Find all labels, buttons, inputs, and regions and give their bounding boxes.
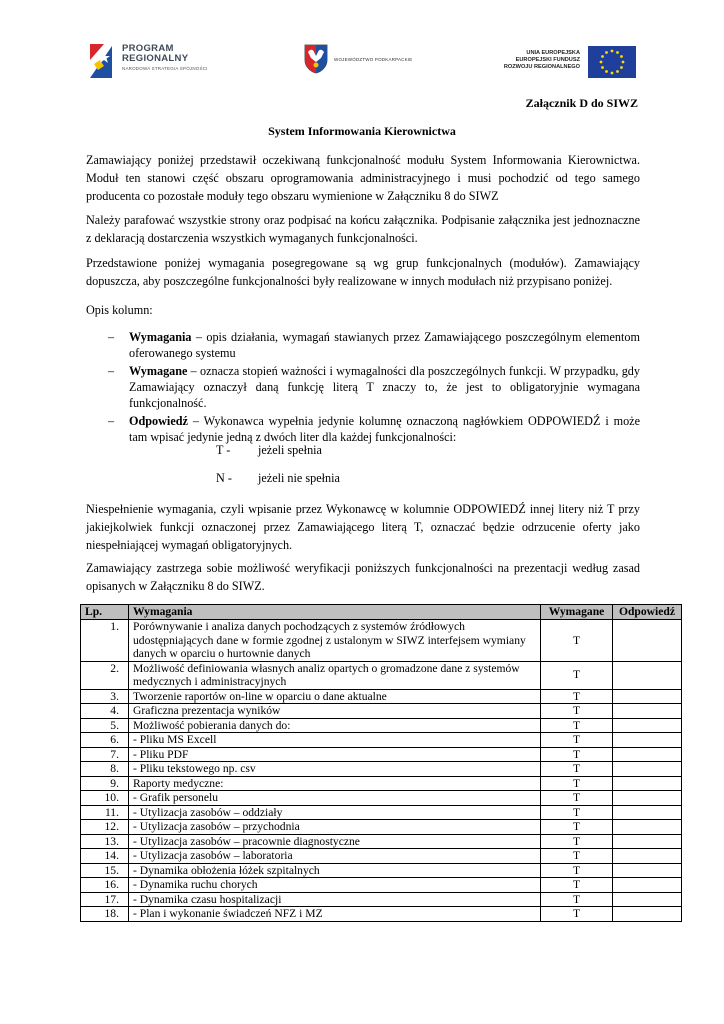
answer-cell[interactable] — [613, 820, 682, 835]
program-regionalny-text — [122, 44, 208, 71]
answer-cell[interactable] — [613, 620, 682, 662]
requirement-cell: - Pliku tekstowego np. csv — [129, 762, 541, 777]
header-answer: Odpowiedź — [613, 605, 682, 620]
requirement-cell: - Plan i wykonanie świadczeń NFZ i MZ — [129, 907, 541, 922]
voivodeship-name: WOJEWÓDZTWO PODKARPACKIE — [334, 57, 413, 62]
table-row — [81, 834, 682, 849]
row-number: 1. — [81, 620, 129, 662]
required-cell: T — [541, 791, 613, 806]
row-number: 4. — [81, 704, 129, 719]
answer-cell[interactable] — [613, 762, 682, 777]
answer-cell[interactable] — [613, 747, 682, 762]
requirement-cell: Raporty medyczne: — [129, 776, 541, 791]
requirements-table-body — [81, 620, 682, 922]
answer-cell[interactable] — [613, 849, 682, 864]
answer-cell[interactable] — [613, 791, 682, 806]
term-description: – opis działania, wymagań stawianych przez Zamawiającego poszczególnym elementom oferowanego systemu — [129, 330, 640, 360]
document-title: System Informowania Kierownictwa — [268, 124, 456, 138]
table-row — [81, 762, 682, 777]
table-row — [81, 620, 682, 662]
row-number: 15. — [81, 863, 129, 878]
header-required: Wymagane — [541, 605, 613, 620]
required-cell: T — [541, 689, 613, 704]
requirement-cell: - Dynamika obłożenia łóżek szpitalnych — [129, 863, 541, 878]
answer-cell[interactable] — [613, 863, 682, 878]
answer-cell[interactable] — [613, 805, 682, 820]
required-cell: T — [541, 878, 613, 893]
term-wymagane: Wymagane — [129, 364, 188, 378]
rejection-paragraph: Niespełnienie wymagania, czyli wpisanie przez Wykonawcę w kolumnie ODPOWIEDŹ innej litery niż T przy jakiejkolwiek funkcji oznaczonej przez Zamawiającego literą T, oznaczać będzie odrzucenie oferty jako niespełniającej wymagań obligatoryjnych. — [86, 502, 640, 552]
option-t — [216, 443, 322, 458]
column-description-list — [86, 329, 640, 447]
requirements-table — [80, 604, 682, 922]
requirement-cell: - Utylizacja zasobów – przychodnia — [129, 820, 541, 835]
option-meaning: jeżeli nie spełnia — [258, 471, 340, 485]
table-row — [81, 878, 682, 893]
list-item — [86, 329, 640, 361]
eu-fund-text — [496, 50, 580, 71]
answer-cell[interactable] — [613, 661, 682, 689]
table-row — [81, 863, 682, 878]
answer-cell[interactable] — [613, 907, 682, 922]
option-meaning: jeżeli spełnia — [258, 443, 322, 457]
term-wymagania: Wymagania — [129, 330, 192, 344]
row-number: 17. — [81, 892, 129, 907]
row-number: 9. — [81, 776, 129, 791]
list-item — [86, 363, 640, 411]
requirement-cell: - Utylizacja zasobów – pracownie diagnostyczne — [129, 834, 541, 849]
table-row — [81, 747, 682, 762]
requirement-cell: Porównywanie i analiza danych pochodzących z systemów źródłowych udostępniających dane w formie zgodnej z ustalonym w SIWZ interfejsem wymiany danych w oparciu o hurtownie danych — [129, 620, 541, 662]
columns-heading: Opis kolumn: — [86, 303, 153, 317]
required-cell: T — [541, 892, 613, 907]
eu-fund-logo — [496, 46, 646, 78]
answer-cell[interactable] — [613, 718, 682, 733]
term-odpowiedz: Odpowiedź — [129, 414, 188, 428]
header-logos — [86, 38, 646, 88]
header-requirement: Wymagania — [129, 605, 541, 620]
requirement-cell: Graficzna prezentacja wyników — [129, 704, 541, 719]
requirement-cell: Możliwość pobierania danych do: — [129, 718, 541, 733]
regionalny-line: REGIONALNY — [122, 53, 189, 64]
grouping-paragraph: Przedstawione poniżej wymagania posegregowane są wg grup funkcjonalnych (modułów). Zamawiający dopuszcza, aby poszczególne funkcjonalności były realizowane w innych modułach niż przypisano poniżej. — [86, 256, 640, 288]
requirement-cell: - Dynamika czasu hospitalizacji — [129, 892, 541, 907]
row-number: 18. — [81, 907, 129, 922]
option-n — [216, 471, 340, 486]
row-number: 12. — [81, 820, 129, 835]
table-row — [81, 704, 682, 719]
required-cell: T — [541, 747, 613, 762]
voivodeship-logo — [304, 40, 434, 80]
dash-bullet: – — [108, 330, 115, 344]
row-number: 14. — [81, 849, 129, 864]
required-cell: T — [541, 620, 613, 662]
dash-bullet: – — [108, 414, 115, 428]
list-item — [86, 413, 640, 445]
eu-line-1: UNIA EUROPEJSKA — [526, 50, 580, 56]
answer-cell[interactable] — [613, 733, 682, 748]
row-number: 2. — [81, 661, 129, 689]
table-row — [81, 776, 682, 791]
row-number: 6. — [81, 733, 129, 748]
requirement-cell: Możliwość definiowania własnych analiz opartych o gromadzone dane z systemów medycznych i administracyjnych — [129, 661, 541, 689]
strategy-line: NARODOWA STRATEGIA SPÓJNOŚCI — [122, 66, 208, 71]
row-number: 16. — [81, 878, 129, 893]
row-number: 3. — [81, 689, 129, 704]
signing-paragraph: Należy parafować wszystkie strony oraz podpisać na końcu załącznika. Podpisanie załącznika jest jednoznaczne z deklaracją dostarczenia wszystkich wymaganych funkcjonalności. — [86, 213, 640, 245]
requirement-cell: - Dynamika ruchu chorych — [129, 878, 541, 893]
row-number: 11. — [81, 805, 129, 820]
table-row — [81, 849, 682, 864]
required-cell: T — [541, 849, 613, 864]
table-row — [81, 791, 682, 806]
option-code: N - — [216, 471, 232, 485]
required-cell: T — [541, 776, 613, 791]
eu-line-3: ROZWOJU REGIONALNEGO — [503, 64, 580, 70]
answer-cell[interactable] — [613, 776, 682, 791]
requirement-cell: - Utylizacja zasobów – oddziały — [129, 805, 541, 820]
answer-cell[interactable] — [613, 892, 682, 907]
dash-bullet: – — [108, 364, 115, 378]
row-number: 5. — [81, 718, 129, 733]
intro-paragraph: Zamawiający poniżej przedstawił oczekiwaną funkcjonalność modułu System Informowania Kierownictwa. Moduł ten stanowi część obszaru oprogramowania administracyjnego i musi pochodzić od tego samego producenta co pozostałe moduły tego obszaru wymienione w Załączniku 8 do SIWZ — [86, 153, 640, 203]
required-cell: T — [541, 805, 613, 820]
option-code: T - — [216, 443, 231, 457]
verification-paragraph: Zamawiający zastrzega sobie możliwość weryfikacji poniższych funkcjonalności na prezentacji według zasad opisanych w Załączniku 8 do SIWZ. — [86, 561, 640, 593]
table-row — [81, 661, 682, 689]
requirement-cell: Tworzenie raportów on-line w oparciu o dane aktualne — [129, 689, 541, 704]
program-regionalny-mark-icon — [86, 40, 116, 80]
term-description: – Wykonawca wypełnia jedynie kolumnę oznaczoną nagłówkiem ODPOWIEDŹ i może tam wpisać jedynie jedną z dwóch liter dla każdej funkcjonalności: — [129, 414, 640, 444]
required-cell: T — [541, 762, 613, 777]
attachment-label: Załącznik D do SIWZ — [525, 96, 638, 110]
table-row — [81, 820, 682, 835]
table-row — [81, 805, 682, 820]
header-lp: Lp. — [81, 605, 129, 620]
program-line: PROGRAM — [122, 43, 174, 54]
answer-cell[interactable] — [613, 878, 682, 893]
required-cell: T — [541, 834, 613, 849]
table-header-row — [81, 605, 682, 620]
eu-flag-icon — [588, 46, 636, 78]
required-cell: T — [541, 820, 613, 835]
required-cell: T — [541, 733, 613, 748]
required-cell: T — [541, 704, 613, 719]
required-cell: T — [541, 863, 613, 878]
requirement-cell: - Utylizacja zasobów – laboratoria — [129, 849, 541, 864]
row-number: 7. — [81, 747, 129, 762]
eu-line-2: EUROPEJSKI FUNDUSZ — [515, 57, 580, 63]
required-cell: T — [541, 907, 613, 922]
table-row — [81, 907, 682, 922]
requirement-cell: - Pliku MS Excell — [129, 733, 541, 748]
row-number: 8. — [81, 762, 129, 777]
required-cell: T — [541, 718, 613, 733]
row-number: 13. — [81, 834, 129, 849]
table-row — [81, 718, 682, 733]
coat-of-arms-icon — [304, 44, 328, 74]
row-number: 10. — [81, 791, 129, 806]
answer-cell[interactable] — [613, 689, 682, 704]
required-cell: T — [541, 661, 613, 689]
term-description: – oznacza stopień ważności i wymagalności dla poszczególnych funkcji. W przypadku, gdy Zamawiający oznaczył daną funkcję literą T znaczy to, że jest to obligatoryjnie wymagana funkcjonalność. — [129, 364, 640, 410]
table-row — [81, 689, 682, 704]
requirement-cell: - Pliku PDF — [129, 747, 541, 762]
requirement-cell: - Grafik personelu — [129, 791, 541, 806]
program-regionalny-logo — [86, 38, 236, 84]
answer-cell[interactable] — [613, 834, 682, 849]
table-row — [81, 892, 682, 907]
table-row — [81, 733, 682, 748]
answer-cell[interactable] — [613, 704, 682, 719]
